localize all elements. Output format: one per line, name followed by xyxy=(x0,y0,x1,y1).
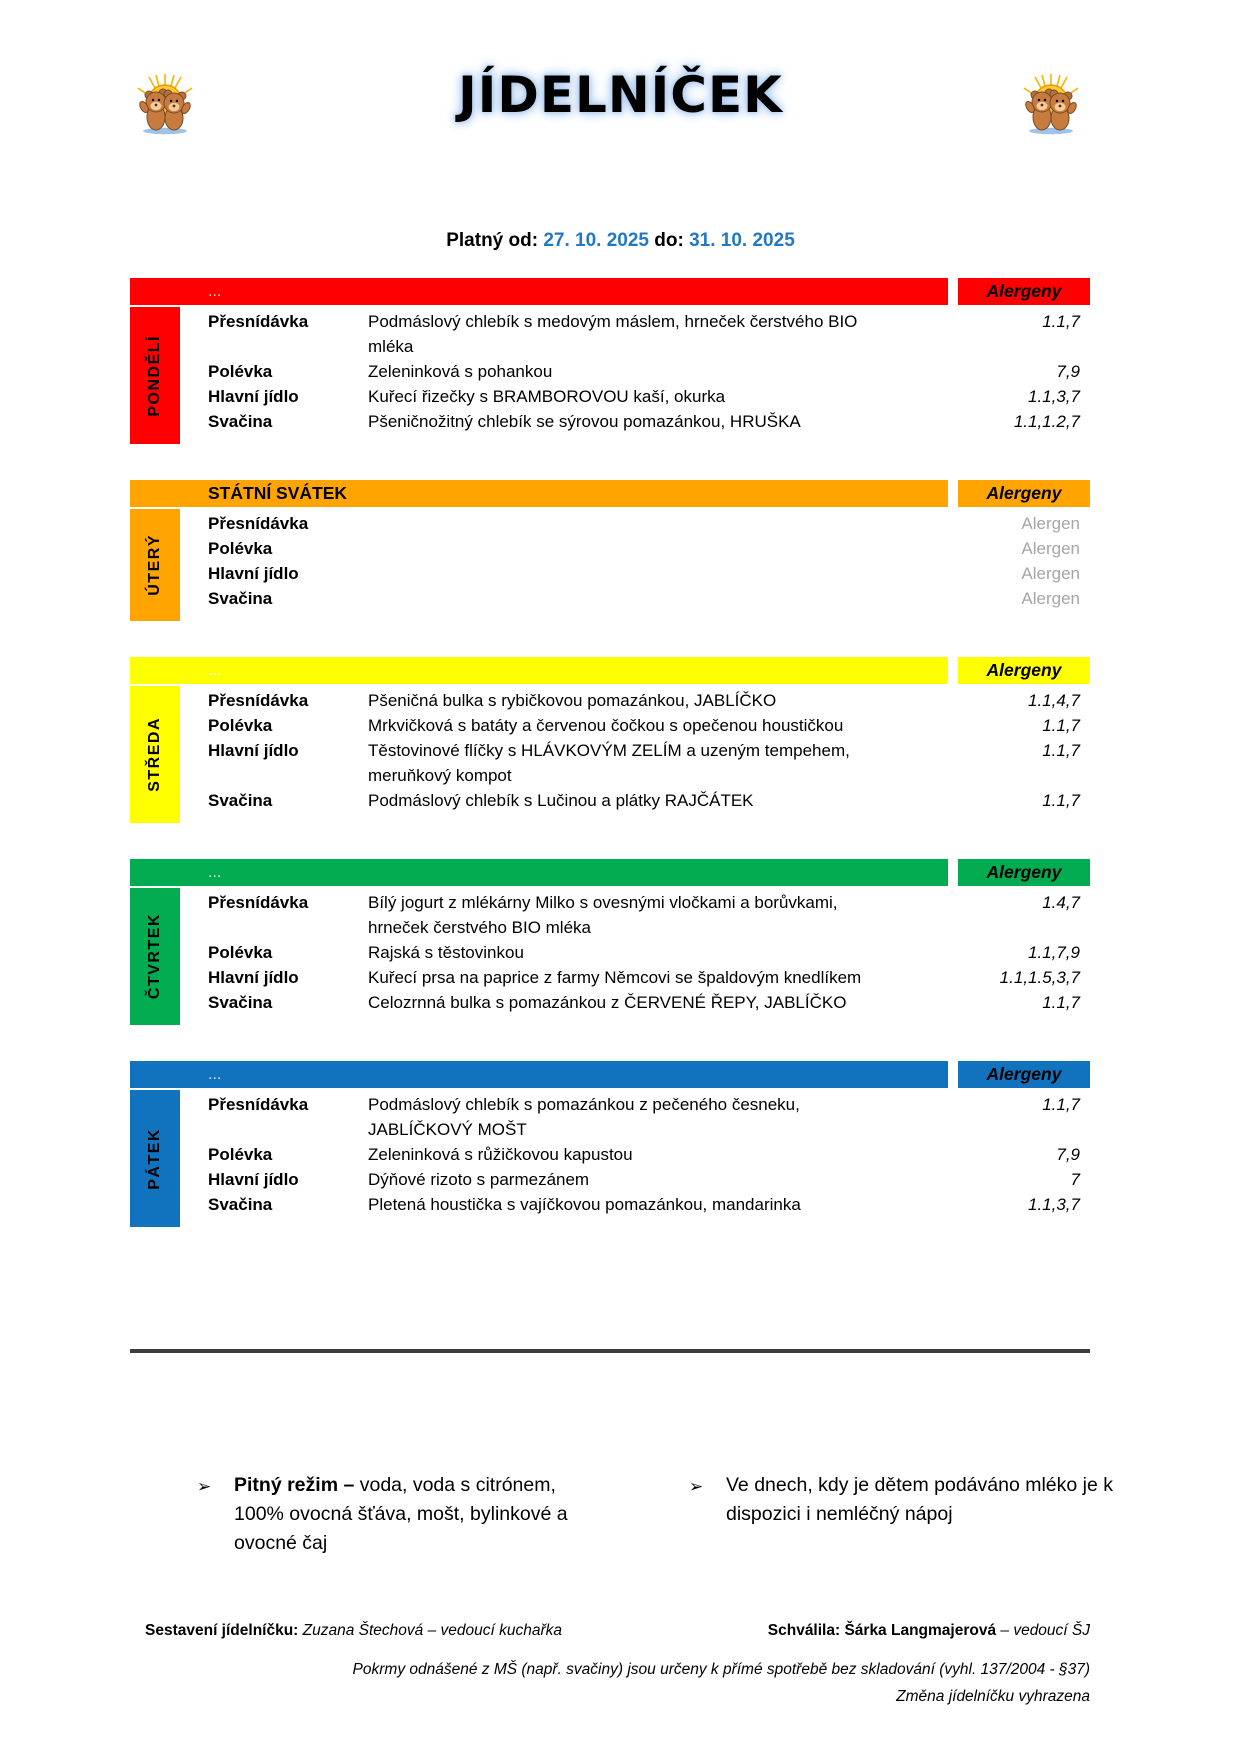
teddy-bears-sun-icon xyxy=(133,72,197,136)
meal-allergens-placeholder: Alergen xyxy=(1021,514,1080,533)
validity-line xyxy=(0,230,1241,252)
allergens-header: Alergeny xyxy=(958,480,1090,507)
notes-section xyxy=(197,1471,1241,1558)
weekly-menu xyxy=(130,278,1090,1227)
meal-allergens-placeholder: Alergen xyxy=(1021,589,1080,608)
meal-row xyxy=(208,1142,1090,1167)
meal-allergens: 1.1,1.2,7 xyxy=(1013,412,1080,431)
meal-label: Hlavní jídlo xyxy=(208,1170,299,1189)
meal-description: Pletená houstička s vajíčkovou pomazánkou, mandarinka xyxy=(368,1195,801,1214)
day-block-friday xyxy=(130,1061,1090,1227)
meal-row xyxy=(208,309,1090,359)
meal-allergens-placeholder: Alergen xyxy=(1021,564,1080,583)
day-block-tuesday xyxy=(130,480,1090,621)
author-name: Zuzana Štechová – vedoucí kuchařka xyxy=(298,1622,563,1639)
meal-row xyxy=(208,890,1090,940)
meal-label: Svačina xyxy=(208,1195,273,1214)
legal-footnote xyxy=(0,1656,1090,1710)
arrow-bullet-icon: ➢ xyxy=(689,1477,704,1496)
footer-signatures xyxy=(145,1622,1090,1640)
author-label: Sestavení jídelníčku: xyxy=(145,1622,299,1639)
day-header-note: ... xyxy=(208,864,222,881)
day-name: PÁTEK xyxy=(146,1127,163,1190)
meal-allergens: 1.4,7 xyxy=(1042,893,1080,912)
day-name: STŘEDA xyxy=(146,717,163,792)
meal-row xyxy=(208,1192,1090,1217)
bar-gap xyxy=(948,480,958,507)
meal-label: Polévka xyxy=(208,539,273,558)
day-header-bar xyxy=(130,278,1090,305)
meal-description: Mrkvičková s batáty a červenou čočkou s opečenou houstičkou xyxy=(368,716,844,735)
meal-description: Kuřecí prsa na paprice z farmy Němcovi se špaldovým knedlíkem xyxy=(368,968,862,987)
holiday-note: STÁTNÍ SVÁTEK xyxy=(208,483,348,503)
meal-allergens: 1.1,7 xyxy=(1042,716,1080,735)
meal-description: Pšeničnožitný chlebík se sýrovou pomazánkou, HRUŠKA xyxy=(368,412,801,431)
page-header xyxy=(0,0,1241,216)
meal-label: Svačina xyxy=(208,791,273,810)
meal-label: Hlavní jídlo xyxy=(208,387,299,406)
day-header-bar xyxy=(130,480,1090,507)
meal-label: Svačina xyxy=(208,993,273,1012)
meal-label: Svačina xyxy=(208,589,273,608)
day-name-band xyxy=(130,888,180,1025)
bar-gap xyxy=(948,859,958,886)
allergens-header: Alergeny xyxy=(958,859,1090,886)
approver-label: Schválila: xyxy=(767,1622,841,1639)
day-name-band xyxy=(130,686,180,823)
page-title: JÍDELNÍČEK xyxy=(458,66,783,124)
meal-allergens: 1.1,3,7 xyxy=(1028,1195,1080,1214)
day-name: PONDĚLÍ xyxy=(146,334,163,417)
meal-row xyxy=(208,788,1090,813)
note-bold: Pitný režim – xyxy=(234,1474,360,1496)
meal-label: Hlavní jídlo xyxy=(208,741,299,760)
meal-allergens: 1.1,7 xyxy=(1042,791,1080,810)
meal-label: Polévka xyxy=(208,1145,273,1164)
menu-approver xyxy=(768,1622,1090,1640)
day-header-bar xyxy=(130,1061,1090,1088)
meal-allergens: 1.1,3,7 xyxy=(1028,387,1080,406)
day-header-note: ... xyxy=(208,1066,222,1083)
meal-allergens: 1.1,7 xyxy=(1042,741,1080,760)
meal-row xyxy=(208,713,1090,738)
meal-description: Bílý jogurt z mlékárny Milko s ovesnými vločkami a borůvkami, hrneček čerstvého BIO mléka xyxy=(368,893,838,937)
meal-label: Přesnídávka xyxy=(208,514,309,533)
day-header-note: ... xyxy=(208,283,222,300)
footnote-line-1: Pokrmy odnášené z MŠ (např. svačiny) jsou určeny k přímé spotřebě bez skladování (vyhl. 137/2004 - §37) xyxy=(352,1661,1090,1678)
bar-gap xyxy=(948,657,958,684)
approver-name: Šárka Langmajerová xyxy=(840,1622,1001,1639)
meal-allergens: 1.1,4,7 xyxy=(1028,691,1080,710)
meal-label: Polévka xyxy=(208,362,273,381)
meal-label: Přesnídávka xyxy=(208,691,309,710)
meal-row xyxy=(208,940,1090,965)
valid-to-label: do: xyxy=(654,230,684,251)
meal-description: Pšeničná bulka s rybičkovou pomazánkou, JABLÍČKO xyxy=(368,691,777,710)
meal-row xyxy=(208,1167,1090,1192)
valid-to-date: 31. 10. 2025 xyxy=(689,230,795,251)
day-header-note: ... xyxy=(208,662,222,679)
meal-label: Přesnídávka xyxy=(208,893,309,912)
meal-label: Svačina xyxy=(208,412,273,431)
valid-from-label: Platný od: xyxy=(446,230,539,251)
teddy-bears-sun-icon xyxy=(1019,72,1083,136)
meal-row xyxy=(208,990,1090,1015)
meal-label: Hlavní jídlo xyxy=(208,564,299,583)
bar-gap xyxy=(948,278,958,305)
note-text: Ve dnech, kdy je dětem podáváno mléko je k dispozici i nemléčný nápoj xyxy=(726,1474,1113,1525)
meal-allergens: 7,9 xyxy=(1056,1145,1080,1164)
day-header-bar xyxy=(130,657,1090,684)
meal-row xyxy=(208,688,1090,713)
meal-allergens-placeholder: Alergen xyxy=(1021,539,1080,558)
meal-label: Hlavní jídlo xyxy=(208,968,299,987)
meal-allergens: 1.1,7 xyxy=(1042,312,1080,331)
meal-row xyxy=(208,359,1090,384)
meal-label: Přesnídávka xyxy=(208,312,309,331)
bar-gap xyxy=(948,1061,958,1088)
meal-description: Těstovinové flíčky s HLÁVKOVÝM ZELÍM a uzeným tempehem, meruňkový kompot xyxy=(368,741,850,785)
valid-from-date: 27. 10. 2025 xyxy=(543,230,649,251)
day-name: ÚTERÝ xyxy=(146,534,163,596)
note-text: voda, voda s citrónem, 100% ovocná šťáva, mošt, bylinkové a ovocné čaj xyxy=(234,1474,568,1554)
meal-description: Rajská s těstovinkou xyxy=(368,943,524,962)
meal-row xyxy=(208,536,1090,561)
footnote-line-2: Změna jídelníčku vyhrazena xyxy=(896,1688,1090,1705)
meal-allergens: 1.1,7 xyxy=(1042,1095,1080,1114)
meal-allergens: 1.1,7 xyxy=(1042,993,1080,1012)
day-name-band xyxy=(130,1090,180,1227)
meal-description: Podmáslový chlebík s medovým máslem, hrneček čerstvého BIO mléka xyxy=(368,312,858,356)
day-header-bar xyxy=(130,859,1090,886)
meal-description: Dýňové rizoto s parmezánem xyxy=(368,1170,590,1189)
note-milk-alternative xyxy=(689,1471,1116,1558)
day-name-band xyxy=(130,509,180,621)
meal-description: Podmáslový chlebík s Lučinou a plátky RAJČÁTEK xyxy=(368,791,754,810)
allergens-header: Alergeny xyxy=(958,657,1090,684)
meal-row xyxy=(208,511,1090,536)
horizontal-rule xyxy=(130,1349,1090,1353)
day-block-monday xyxy=(130,278,1090,444)
approver-role: – vedoucí ŠJ xyxy=(1000,1622,1090,1639)
meal-label: Polévka xyxy=(208,716,273,735)
meal-row xyxy=(208,738,1090,788)
day-block-wednesday xyxy=(130,657,1090,823)
meal-row xyxy=(208,561,1090,586)
meal-label: Polévka xyxy=(208,943,273,962)
allergens-header: Alergeny xyxy=(958,278,1090,305)
meal-allergens: 7 xyxy=(1070,1170,1080,1189)
meal-description: Podmáslový chlebík s pomazánkou z pečeného česneku, JABLÍČKOVÝ MOŠT xyxy=(368,1095,800,1139)
meal-description: Zeleninková s pohankou xyxy=(368,362,553,381)
allergens-header: Alergeny xyxy=(958,1061,1090,1088)
meal-row xyxy=(208,409,1090,434)
meal-description: Zeleninková s růžičkovou kapustou xyxy=(368,1145,633,1164)
meal-description: Kuřecí řizečky s BRAMBOROVOU kaší, okurka xyxy=(368,387,726,406)
day-name: ČTVRTEK xyxy=(146,913,163,1000)
meal-row xyxy=(208,384,1090,409)
note-drinking-regime xyxy=(197,1471,579,1558)
meal-description: Celozrnná bulka s pomazánkou z ČERVENÉ ŘEPY, JABLÍČKO xyxy=(368,993,847,1012)
meal-row xyxy=(208,586,1090,611)
menu-author xyxy=(145,1622,562,1640)
arrow-bullet-icon: ➢ xyxy=(197,1477,212,1496)
meal-row xyxy=(208,1092,1090,1142)
day-block-thursday xyxy=(130,859,1090,1025)
meal-row xyxy=(208,965,1090,990)
day-name-band xyxy=(130,307,180,444)
meal-allergens: 7,9 xyxy=(1056,362,1080,381)
meal-label: Přesnídávka xyxy=(208,1095,309,1114)
meal-allergens: 1.1,1.5,3,7 xyxy=(999,968,1080,987)
meal-allergens: 1.1,7,9 xyxy=(1028,943,1080,962)
